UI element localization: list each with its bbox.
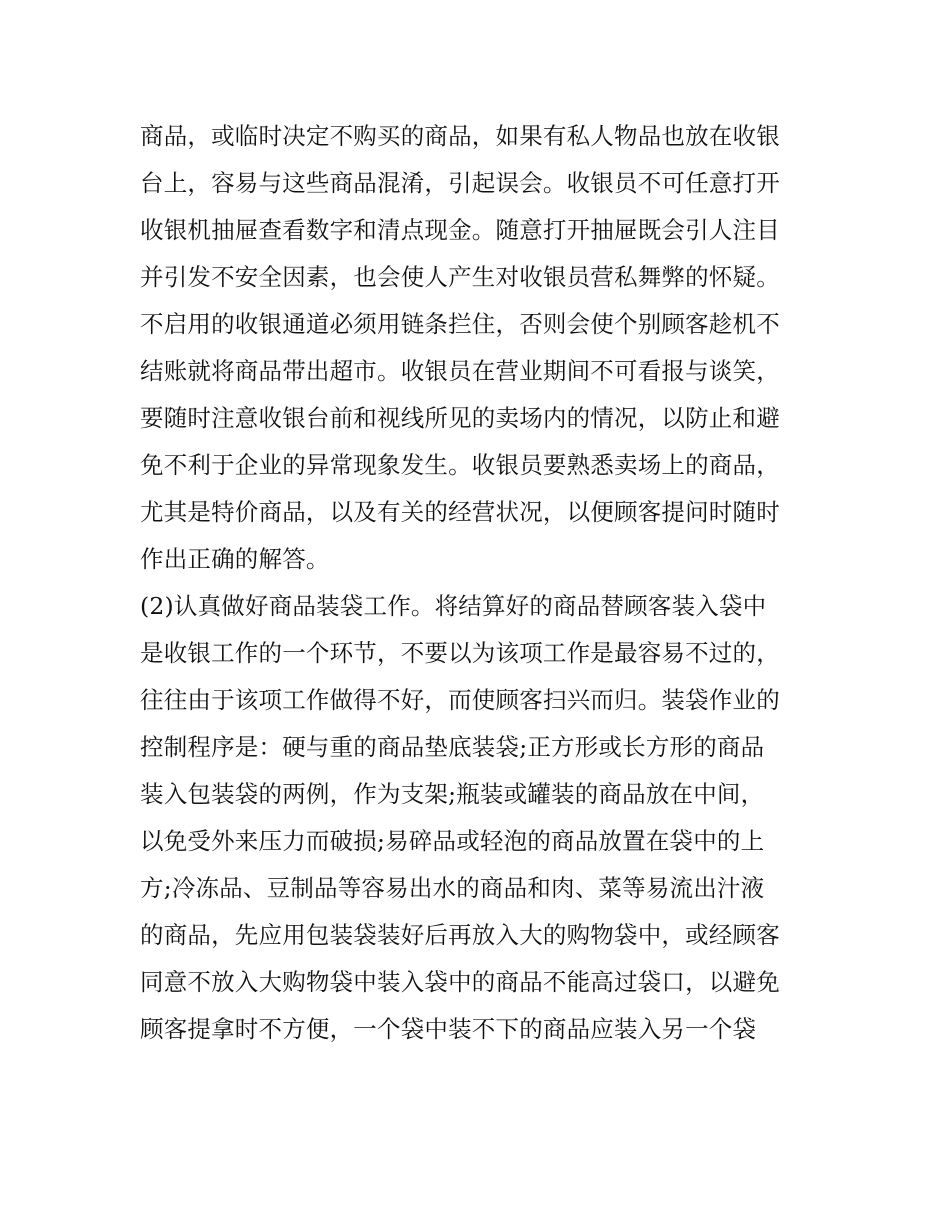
text-line: 往往由于该项工作做得不好，而使顾客扫兴而归。装袋作业的 [140,686,780,714]
text-line: 不启用的收银通道必须用链条拦住，否则会使个别顾客趁机不 [140,310,780,338]
text-line: (2)认真做好商品装袋工作。将结算好的商品替顾客装入袋中 [140,592,767,620]
text-line: 方;冷冻品、豆制品等容易出水的商品和肉、菜等易流出汁液 [140,874,765,902]
text-line: 收银机抽屉查看数字和清点现金。随意打开抽屉既会引人注目 [140,216,780,244]
text-line: 是收银工作的一个环节，不要以为该项工作是最容易不过的， [140,639,780,667]
text-line: 作出正确的解答。 [140,545,330,573]
text-line: 以免受外来压力而破损;易碎品或轻泡的商品放置在袋中的上 [140,827,765,855]
text-line: 装入包装袋的两例，作为支架;瓶装或罐装的商品放在中间， [140,780,765,808]
text-line: 顾客提拿时不方便，一个袋中装不下的商品应装入另一个袋 [140,1015,757,1043]
text-line: 尤其是特价商品，以及有关的经营状况，以便顾客提问时随时 [140,498,780,526]
text-line: 要随时注意收银台前和视线所见的卖场内的情况，以防止和避 [140,404,780,432]
text-line: 并引发不安全因素，也会使人产生对收银员营私舞弊的怀疑。 [140,263,780,291]
text-line: 台上，容易与这些商品混淆，引起误会。收银员不可任意打开 [140,169,780,197]
text-line: 免不利于企业的异常现象发生。收银员要熟悉卖场上的商品， [140,451,780,479]
body-text [140,113,820,1053]
text-line: 控制程序是：硬与重的商品垫底装袋;正方形或长方形的商品 [140,733,765,761]
text-line: 结账就将商品带出超市。收银员在营业期间不可看报与谈笑， [140,357,780,385]
text-line: 商品，或临时决定不购买的商品，如果有私人物品也放在收银 [140,122,780,150]
text-line: 同意不放入大购物袋中装入袋中的商品不能高过袋口，以避免 [140,968,780,996]
text-line: 的商品，先应用包装袋装好后再放入大的购物袋中，或经顾客 [140,921,780,949]
